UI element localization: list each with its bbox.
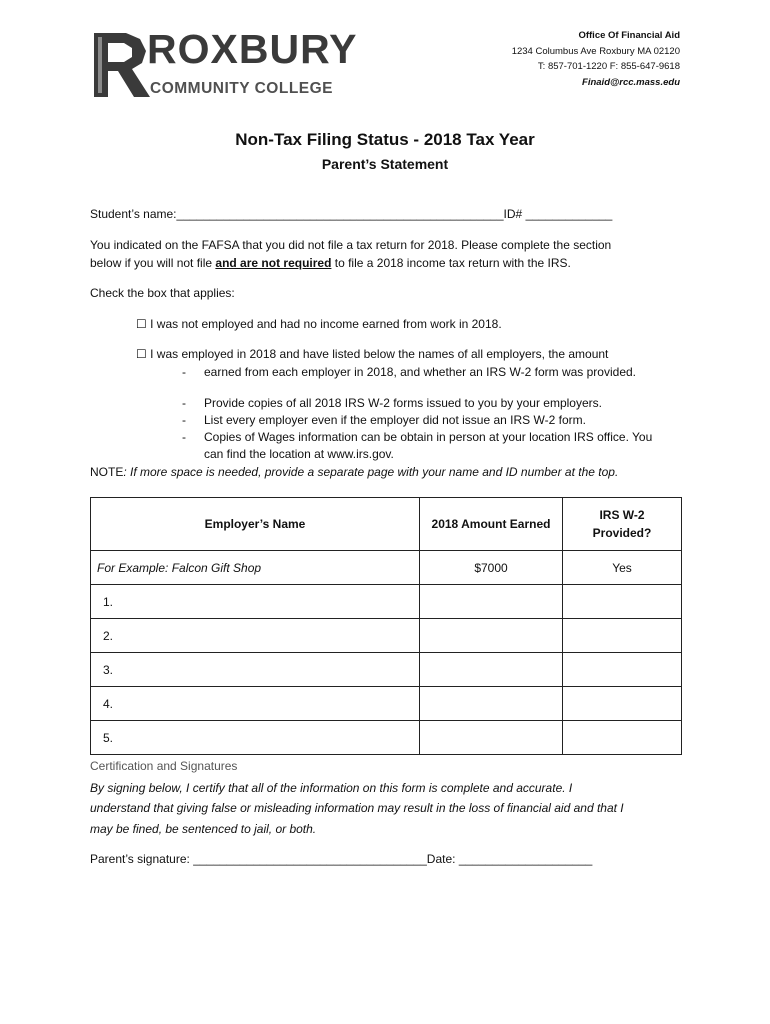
employer-cell-1[interactable] — [91, 585, 420, 619]
table-row — [91, 619, 682, 653]
date-label: Date: — [426, 852, 456, 866]
w2-cell-5[interactable] — [563, 721, 682, 755]
note-text: : If more space is needed, provide a separate page with your name and ID number at the top. — [123, 465, 619, 479]
intro-line-1: You indicated on the FAFSA that you did not file a tax return for 2018. Please complete the section — [90, 238, 612, 252]
intro-text: below if you will not file — [90, 256, 216, 270]
bullet-2: List every employer even if the employer did not issue an IRS W-2 form. — [204, 413, 586, 427]
certification-line-1: By signing below, I certify that all of the information on this form is complete and accurate. I — [90, 781, 573, 795]
bullet-1: Provide copies of all 2018 IRS W-2 forms issued to you by your employers. — [204, 396, 602, 410]
dash: - — [182, 365, 186, 379]
row-number: 5. — [103, 730, 114, 745]
option-employed-label: I was employed in 2018 and have listed below the names of all employers, the amount — [150, 347, 609, 361]
example-amount: $7000 — [420, 551, 563, 585]
amount-cell-1[interactable] — [420, 585, 563, 619]
intro-emphasis: and are not required — [215, 256, 332, 270]
amount-cell-2[interactable] — [420, 619, 563, 653]
office-contact-block — [512, 28, 680, 90]
w2-cell-2[interactable] — [563, 619, 682, 653]
employer-table — [90, 497, 682, 755]
option-not-employed — [136, 316, 502, 333]
form-subtitle: Parent’s Statement — [321, 156, 449, 172]
amount-cell-4[interactable] — [420, 687, 563, 721]
intro-line-2 — [90, 255, 571, 272]
row-number: 2. — [103, 628, 114, 643]
w2-cell-1[interactable] — [563, 585, 682, 619]
office-phone-fax: T: 857-701-1220 F: 855-647-9618 — [537, 61, 680, 72]
intro-text-end: to file a 2018 income tax return with the IRS. — [331, 256, 571, 270]
option-employed-line-2: earned from each employer in 2018, and whether an IRS W-2 form was provided. — [204, 365, 636, 379]
employer-cell-2[interactable] — [91, 619, 420, 653]
bullet-3: Copies of Wages information can be obtain in person at your location IRS office. You — [204, 430, 653, 444]
row-number: 3. — [103, 662, 114, 677]
certification-line-3: may be fined, be sentenced to jail, or both. — [90, 822, 317, 836]
form-title: Non-Tax Filing Status - 2018 Tax Year — [235, 130, 535, 149]
bullet-dash-2: - — [182, 413, 186, 427]
header-w2-line-2: Provided? — [592, 526, 652, 540]
option-employed — [136, 346, 608, 363]
student-name-row — [90, 206, 612, 223]
table-row — [91, 585, 682, 619]
office-title: Office Of Financial Aid — [578, 30, 680, 41]
note — [90, 464, 618, 481]
example-employer: For Example: Falcon Gift Shop — [91, 551, 420, 585]
bullet-dash-3: - — [182, 430, 186, 444]
checkbox-not-employed[interactable]: ☐ — [136, 317, 147, 331]
checkbox-employed[interactable]: ☐ — [136, 347, 147, 361]
table-header-row — [91, 498, 682, 551]
student-name-field[interactable]: _________________________________________________ — [176, 207, 504, 221]
header-w2-provided — [563, 498, 682, 551]
signature-label: Parent’s signature: — [90, 852, 190, 866]
employer-cell-3[interactable] — [91, 653, 420, 687]
note-label: NOTE — [90, 465, 124, 479]
student-id-field[interactable]: _____________ — [525, 207, 613, 221]
option-employed-cont — [182, 364, 186, 381]
option-not-employed-label: I was not employed and had no income earned from work in 2018. — [150, 317, 502, 331]
signature-field[interactable]: ___________________________________ — [193, 852, 427, 866]
logo-r-mark — [94, 33, 152, 97]
amount-cell-3[interactable] — [420, 653, 563, 687]
office-email: Finaid@rcc.mass.edu — [582, 76, 680, 88]
certification-line-2: understand that giving false or misleading information may result in the loss of financial aid and that I — [90, 801, 624, 815]
table-row — [91, 687, 682, 721]
employer-cell-5[interactable] — [91, 721, 420, 755]
example-row — [91, 551, 682, 585]
w2-cell-4[interactable] — [563, 687, 682, 721]
bullet-3-cont: can find the location at www.irs.gov. — [204, 447, 394, 461]
row-number: 1. — [103, 594, 114, 609]
office-address: 1234 Columbus Ave Roxbury MA 02120 — [511, 45, 680, 57]
table-row — [91, 721, 682, 755]
w2-cell-3[interactable] — [563, 653, 682, 687]
row-number: 4. — [103, 696, 114, 711]
bullet-dash-1: - — [182, 396, 186, 410]
signature-row — [90, 851, 592, 868]
amount-cell-5[interactable] — [420, 721, 563, 755]
example-w2: Yes — [563, 551, 682, 585]
student-name-label: Student’s name: — [90, 207, 177, 221]
table-row — [91, 653, 682, 687]
header-employer-name: Employer’s Name — [91, 498, 420, 551]
check-prompt: Check the box that applies: — [90, 286, 235, 300]
certification-heading: Certification and Signatures — [90, 759, 238, 773]
date-field[interactable]: ____________________ — [458, 852, 593, 866]
header-amount-earned: 2018 Amount Earned — [420, 498, 563, 551]
logo-wordmark: ROXBURY — [147, 26, 358, 72]
header-w2-line-1: IRS W-2 — [599, 508, 645, 522]
employer-cell-4[interactable] — [91, 687, 420, 721]
logo-subtitle: COMMUNITY COLLEGE — [150, 80, 334, 97]
student-id-label: ID# — [503, 207, 523, 221]
